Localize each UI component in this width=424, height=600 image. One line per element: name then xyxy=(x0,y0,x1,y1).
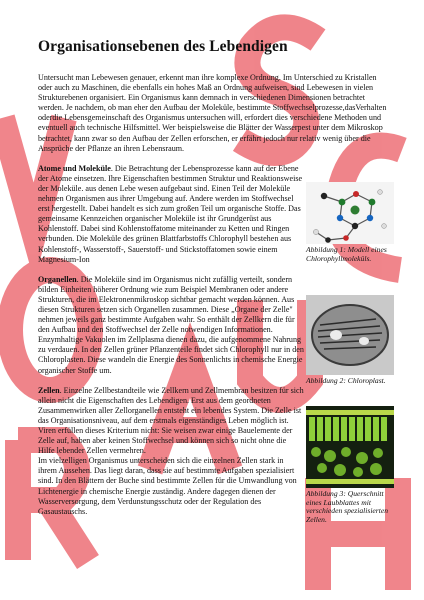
leaf-cross-section-image xyxy=(306,406,394,488)
section-zellen-continued: Im vielzelligen Organismus unterscheiden sich die einzelnen Zellen stark in ihrem Aussehen. Das liegt daran, dass sie auf bestimmte Aufgaben spezialisiert sind. In den Blättern der Buche sind bestimmte Zellen für die Umwandlung von Lichtenergie in chemische Energie zuständig. Andere dagegen dienen der Wasserversorgung, dem Verdunstungsschutz oder der Regulation des Gasaustauschs. xyxy=(38,456,297,516)
section-organellen xyxy=(38,275,304,376)
section-zellen xyxy=(38,386,304,457)
intro-paragraph: Untersucht man Lebewesen genauer, erkennt man ihre komplexe Ordnung. Im Unterschied zu Kristallen oder auch zu Maschinen, die ebenfalls ein hohes Maß an Ordnung aufweisen, sind Lebewesen in vielen Strukturebenen organisiert. Ein Organismus kann demnach in verschiedenen Dimensionen betrachtet werden. Je nachdem, ob man eher den Aufbau der Moleküle, bestimmte Stoffwechselprozesse,dasVerhalten oderdie Lebensgemeinschaft des Organismus untersuchen will, erfordert dies verschiedene Methoden und eventuell auch technische Hilfsmittel. Wer beispielsweise die Blätter der Wasserpest unter dem Mikroskop betrachtet, kann zwar so den Aufbau der Zellen erforschen, er erfährt jedoch nur relativ wenig über die Ansprüche der Pflanze an ihren Lebensraum. xyxy=(38,73,387,153)
section-heading: Organellen xyxy=(38,274,77,284)
figure-caption: Abbildung 2: Chloroplast. xyxy=(306,376,386,385)
figure-caption: Abbildung 1: Modell eines Chlorophyllmoleküls. xyxy=(306,245,387,263)
figure-3 xyxy=(306,406,394,524)
text-column xyxy=(38,164,304,517)
section-heading: Atome und Moleküle xyxy=(38,163,111,173)
page-title: Organisationsebenen des Lebendigen xyxy=(38,38,288,55)
section-atome-molekuele xyxy=(38,164,304,265)
section-text: . Die Moleküle sind im Organismus nicht zufällig verteilt, sondern bilden Einheiten höherer Ordnung wie zum Beispiel Membranen oder andere Strukturen, die im Elektronenmikroskop sichtbar gemacht werden können. Aus diesen Strukturen setzen sich Organellen zusammen. Diese „Organe der Zelle" nehmen jeweils ganz bestimmte Aufgaben wahr. So enthält der Zellkern die für den Aufbau und den Stoffwechsel der Zelle notwendigen Informationen. Enzymhaltige Vakuolen im Zellplasma dienen dazu, die aufgenommene Nahrung zu verdauen. In den Zellen grüner Pflanzenteile findet sich Chlorophyll nur in den Chloroplasten. Diese wandeln die Energie des Sonnenlichts in chemische Energie organischer Stoffe um. xyxy=(38,274,304,375)
chlorophyll-model-image xyxy=(306,182,394,244)
section-text: . Einzelne Zellbestandteile wie Zellkern und Zellmembran besitzen für sich allein nicht die Eigenschaften des Lebendigen. Erst aus dem geordneten Zusammenwirken aller Zellorganellen entsteht ein lebendes System. Die Zelle ist das Organisationsniveau, auf dem erstmals eigenständiges Leben möglich ist. Viren erfüllen dieses Kriterium nicht: Sie weisen zwar einige Bauelemente der Zelle auf, haben aber keinen Stoffwechsel und können sich so nicht ohne die Hilfe lebender Zellen vermehren. xyxy=(38,385,304,456)
figure-caption: Abbildung 3: Querschnitt eines Laubblattes mit verschieden spezialisierten Zellen. xyxy=(306,489,389,524)
section-heading: Zellen xyxy=(38,385,60,395)
figure-1 xyxy=(306,182,394,263)
chloroplast-micrograph-image xyxy=(306,295,394,375)
section-text: . Die Betrachtung der Lebensprozesse kann auf der Ebene der Atome einsetzen. Ihre Eigenschaften bestimmen Struktur und Reaktionsweise der Moleküle. aus denen Lebe wesen aufgebaut sind. Einen Teil der Moleküle nehmen Organismen aus ihrer Umgebung auf. Andere werden im Stoffwechsel erst hergestellt. Dabei handelt es sich zum großen Teil um organische Stoffe. Das gemeinsame Kennzeichen organischer Moleküle ist ihr Grundgerüst aus Kohlenstoff. Dabei sind Kohlenstoffatome miteinander zu Ketten und Ringen verbunden. Die Moleküle des grünen Blattfarbstoffs Chlorophyll bestehen aus Kohlenstoff-, Wasserstoff-, Sauerstoff- und Stickstoffatomen sowie einem Magnesium-Ion xyxy=(38,163,303,264)
figure-2 xyxy=(306,295,394,386)
